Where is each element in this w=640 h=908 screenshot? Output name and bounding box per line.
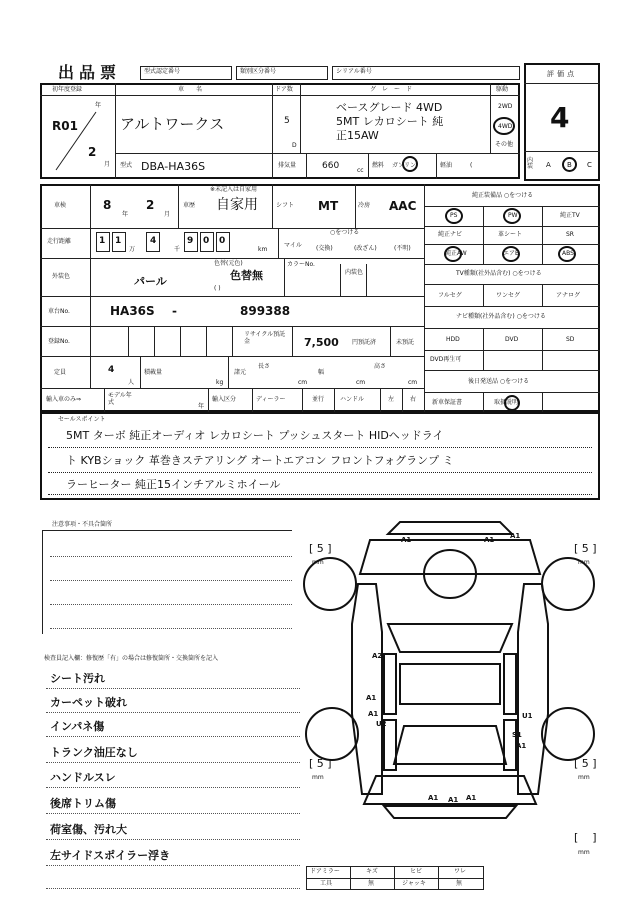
- use-label: 車歴: [183, 202, 196, 209]
- damage-mark-9: S1: [512, 731, 522, 739]
- man-unit: 万: [129, 246, 136, 253]
- model-label: 型式: [120, 162, 133, 169]
- later-warranty: 新車保証書: [432, 399, 463, 406]
- footer-val-4: 無: [456, 880, 463, 887]
- recycle-value: 7,500: [304, 336, 339, 349]
- inspection-label: 車検: [54, 202, 67, 209]
- damage-mark-2: A1: [484, 536, 495, 544]
- equip-aw: 純正AW: [445, 250, 467, 257]
- inspector-label: 検査員記入欄：修復歴「有」の場合は修復箇所・交換箇所を記入: [44, 655, 219, 662]
- sen-unit: 千: [174, 246, 181, 253]
- grade-line1: ベースグレード 4WD: [336, 101, 443, 114]
- damage-mark-5: A1: [366, 694, 377, 702]
- equip-airbag: エアB: [503, 250, 520, 257]
- footer-val-2: 無: [368, 880, 375, 887]
- tread-rr-mm: mm: [578, 774, 590, 781]
- interior-b-circle: [562, 157, 577, 172]
- handle-right: 右: [410, 396, 417, 403]
- doors-value: 5: [284, 116, 290, 126]
- model-value: DBA-HA36S: [141, 160, 206, 173]
- drive-4wd-circle: [493, 117, 515, 135]
- grade-line3: 正15AW: [336, 129, 379, 142]
- mileage-digit-1: 1: [99, 236, 106, 246]
- inspection-month: 2: [146, 198, 155, 212]
- tv-type-analog: アナログ: [556, 292, 581, 299]
- capacity-label: 定員: [54, 369, 67, 376]
- car-diagram: [300, 514, 600, 864]
- equip-ps-circle: [445, 208, 463, 224]
- mile-label: マイル: [284, 242, 302, 249]
- notes-label: 注意事項・不具合箇所: [52, 521, 113, 528]
- hood-shape: [360, 540, 540, 574]
- color-change: 色替無: [230, 269, 263, 282]
- fuel-gasoline: ガソリン: [392, 162, 417, 169]
- right-side-shape: [518, 584, 548, 794]
- handle-left: 左: [388, 396, 395, 403]
- grade-label: グレード: [370, 86, 419, 93]
- equipment-title: 純正装備品 ○をつける: [472, 192, 534, 199]
- equip-leather: 革シート: [498, 231, 523, 238]
- fuel-paren: (: [470, 162, 473, 169]
- sales-line2: ト KYBショック 革巻きステアリング オートエアコン フロントフォグランプ ミ: [66, 454, 454, 467]
- notes-bracket: [42, 530, 292, 634]
- len-cm: cm: [298, 379, 308, 386]
- right-front-door: [504, 654, 516, 714]
- grade-line2: 5MT レカロシート 純: [336, 115, 444, 128]
- tv-type-one: ワンセグ: [496, 292, 521, 299]
- import-parallel: 並行: [312, 396, 325, 403]
- mile-opt-unknown: (不明): [394, 245, 411, 252]
- model-year-label: モデル年式: [108, 392, 132, 406]
- footer-col-4: ワレ: [454, 868, 467, 875]
- color-value: パール: [134, 275, 167, 288]
- damage-mark-11: A1: [428, 794, 439, 802]
- dims-label: 諸元: [234, 369, 247, 376]
- note-8: 左サイドスポイラー浮き: [50, 849, 171, 862]
- color-paren: ( ): [214, 285, 221, 292]
- equip-abs: ABS: [562, 250, 574, 257]
- note-2: カーペット破れ: [50, 696, 127, 709]
- interior-label: 内装: [527, 157, 534, 170]
- fuel-label: 燃料: [372, 162, 385, 169]
- score-label: 評価点: [547, 70, 577, 78]
- tread-fr-mm: mm: [578, 559, 590, 566]
- damage-mark-7: U2: [376, 720, 387, 728]
- rear-glass-shape: [394, 726, 506, 764]
- hgt-cm: cm: [408, 379, 418, 386]
- equip-ps: PS: [450, 212, 458, 219]
- footer-col-2: キズ: [366, 868, 378, 875]
- equip-airbag-circle: [502, 246, 520, 262]
- recycle-label: リサイクル預託金: [244, 331, 286, 346]
- damage-mark-1: A1: [401, 536, 412, 544]
- kg-unit: kg: [216, 379, 224, 386]
- inspection-year-unit: 年: [122, 211, 129, 218]
- inspection-month-unit: 月: [164, 211, 171, 218]
- footer-col-3: ヒビ: [410, 868, 423, 875]
- damage-mark-13: A1: [466, 794, 477, 802]
- circle-note: ○をつける: [330, 229, 360, 236]
- equip-navi: 純正ナビ: [438, 231, 463, 238]
- wid-label: 幅: [318, 369, 325, 376]
- inspection-year: 8: [103, 198, 112, 212]
- shift-label: シフト: [276, 202, 295, 209]
- navi-type-dvd: DVD: [505, 336, 519, 343]
- doors-suffix: D: [292, 142, 297, 149]
- navi-type-title: ナビ種類(社外品含む) ○をつける: [456, 313, 546, 320]
- rear-left-wheel: [306, 708, 358, 760]
- drive-other: その他: [495, 141, 514, 148]
- dvd-playback: DVD再生可: [430, 356, 462, 363]
- load-label: 積載量: [144, 369, 163, 376]
- equip-tv: 純正TV: [560, 212, 580, 219]
- len-label: 長さ: [258, 363, 271, 370]
- later-title: 後日発送品 ○をつける: [468, 378, 530, 385]
- drive-label: 駆動: [496, 86, 509, 93]
- name-label: 車名: [178, 86, 215, 93]
- int-color-label: 内装色: [345, 269, 364, 276]
- rear-bumper-shape: [384, 806, 516, 818]
- use-note: ※未記入は自家用: [210, 186, 258, 193]
- interior-a: A: [546, 161, 551, 169]
- handle-label: ハンドル: [340, 396, 365, 403]
- mileage-digit-6: 0: [219, 236, 226, 246]
- chassis-dash: -: [172, 304, 177, 318]
- color-label: 外装色: [52, 273, 71, 280]
- doors-label: ドア数: [275, 86, 293, 93]
- tread-rl-mm: mm: [312, 774, 324, 781]
- tread-fl: [ 5 ]: [309, 542, 332, 555]
- mile-opt-exchange: (交換): [316, 245, 333, 252]
- mileage-label: 走行距離: [47, 238, 72, 245]
- tread-rr: [ 5 ]: [574, 757, 597, 770]
- note-4: トランク油圧なし: [50, 746, 138, 759]
- type-cert-label: 型式認定番号: [144, 68, 181, 75]
- drive-4wd: 4WD: [498, 123, 513, 130]
- later-manual-circle: [504, 395, 520, 411]
- note-3: インパネ傷: [50, 720, 105, 733]
- windshield-shape: [388, 624, 512, 652]
- capacity-value: 4: [108, 365, 115, 375]
- chassis-number: 899388: [240, 304, 291, 318]
- color-sub: 色替(元色): [214, 260, 243, 267]
- month-unit: 月: [104, 161, 111, 168]
- later-manual: 取扱説明: [494, 399, 519, 406]
- damage-mark-12: A1: [448, 796, 459, 804]
- footer-val-3: ジャッキ: [402, 880, 426, 887]
- import-class-label: 輸入区分: [212, 396, 237, 403]
- tread-fl-mm: mm: [312, 559, 324, 566]
- import-label: 輸入車のみ⇒: [46, 396, 82, 403]
- reg-label: 登録No.: [48, 338, 70, 345]
- note-6: 後席トリム傷: [50, 797, 116, 810]
- tv-type-full: フルセグ: [438, 292, 462, 299]
- damage-mark-3: A1: [510, 532, 521, 540]
- footer-val-1: 工具: [320, 880, 333, 887]
- sales-line3: ラーヒーター 純正15インチアルミホイール: [66, 478, 281, 491]
- interior-c: C: [587, 161, 592, 169]
- km-unit: km: [258, 246, 268, 253]
- displacement-label: 排気量: [278, 162, 297, 169]
- left-front-door: [384, 654, 396, 714]
- recycle-unpaid: 未預託: [396, 339, 415, 346]
- mile-opt-tamper: (改ざん): [354, 245, 377, 252]
- hgt-label: 高さ: [374, 363, 387, 370]
- damage-mark-4: A2: [372, 652, 383, 660]
- mileage-digit-5: 0: [203, 236, 210, 246]
- mileage-digit-3: 4: [150, 236, 157, 246]
- fuel-gasoline-circle: [402, 156, 418, 172]
- chassis-label: 車台No.: [48, 308, 70, 315]
- first-reg-month: 2: [88, 145, 97, 159]
- import-dealer: ディーラー: [256, 396, 286, 403]
- equip-aw-circle: [444, 246, 462, 262]
- tv-type-title: TV種類(社外品含む) ○をつける: [456, 270, 542, 277]
- era: R01: [52, 119, 78, 133]
- equip-sr: SR: [566, 231, 574, 238]
- sales-line1: 5MT ターボ 純正オーディオ レカロシート プッシュスタート HIDヘッドライ: [66, 429, 444, 442]
- shift-value: MT: [318, 199, 339, 213]
- ac-label: 冷房: [358, 202, 371, 209]
- use-value: 自家用: [216, 197, 258, 213]
- car-name: アルトワークス: [120, 115, 225, 133]
- tread-rl: [ 5 ]: [309, 757, 332, 770]
- drive-2wd: 2WD: [498, 103, 513, 110]
- damage-mark-6: A1: [368, 710, 379, 718]
- serial-label: シリアル番号: [336, 68, 372, 75]
- rear-right-wheel: [542, 708, 594, 760]
- tread-spare-mm: mm: [578, 849, 590, 856]
- class-label: 類別区分番号: [240, 68, 277, 75]
- mileage-digit-2: 1: [115, 236, 122, 246]
- damage-mark-8: U1: [522, 712, 533, 720]
- mileage-digit-4: 9: [187, 236, 194, 246]
- equip-abs-circle: [558, 246, 576, 262]
- roof-shape: [400, 664, 500, 704]
- note-1: シート汚れ: [50, 672, 105, 685]
- score-value: 4: [550, 101, 570, 134]
- ac-value: AAC: [389, 199, 417, 213]
- diagonal-divider: [46, 100, 112, 176]
- year-unit: 年: [95, 102, 102, 109]
- front-bumper-shape: [388, 522, 512, 534]
- model-year-unit: 年: [198, 403, 205, 410]
- navi-type-hdd: HDD: [446, 336, 460, 343]
- first-reg-label: 初年度登録: [52, 86, 83, 93]
- form-title: 出品票: [58, 63, 122, 82]
- interior-b: B: [567, 161, 572, 169]
- note-7: 荷室傷、汚れ大: [50, 823, 127, 836]
- fuel-diesel: 軽油: [440, 162, 453, 169]
- equip-pw: PW: [508, 212, 518, 219]
- tread-fr: [ 5 ]: [574, 542, 597, 555]
- navi-type-sd: SD: [566, 336, 575, 343]
- capacity-unit: 人: [128, 379, 135, 386]
- chassis-prefix: HA36S: [110, 304, 155, 318]
- cc-unit: cc: [357, 167, 364, 174]
- displacement-value: 660: [322, 161, 340, 171]
- footer-col-1: ドアミラー: [310, 868, 340, 875]
- sales-points-label: セールスポイント: [58, 416, 106, 423]
- wid-cm: cm: [356, 379, 366, 386]
- recycle-paid: 円預託済: [352, 339, 377, 346]
- damage-mark-10: A1: [516, 742, 527, 750]
- color-no-label: カラーNo.: [287, 261, 315, 268]
- equip-pw-circle: [503, 208, 521, 224]
- left-side-shape: [352, 584, 382, 794]
- note-5: ハンドルスレ: [50, 771, 116, 784]
- tread-spare: [ ]: [574, 831, 597, 844]
